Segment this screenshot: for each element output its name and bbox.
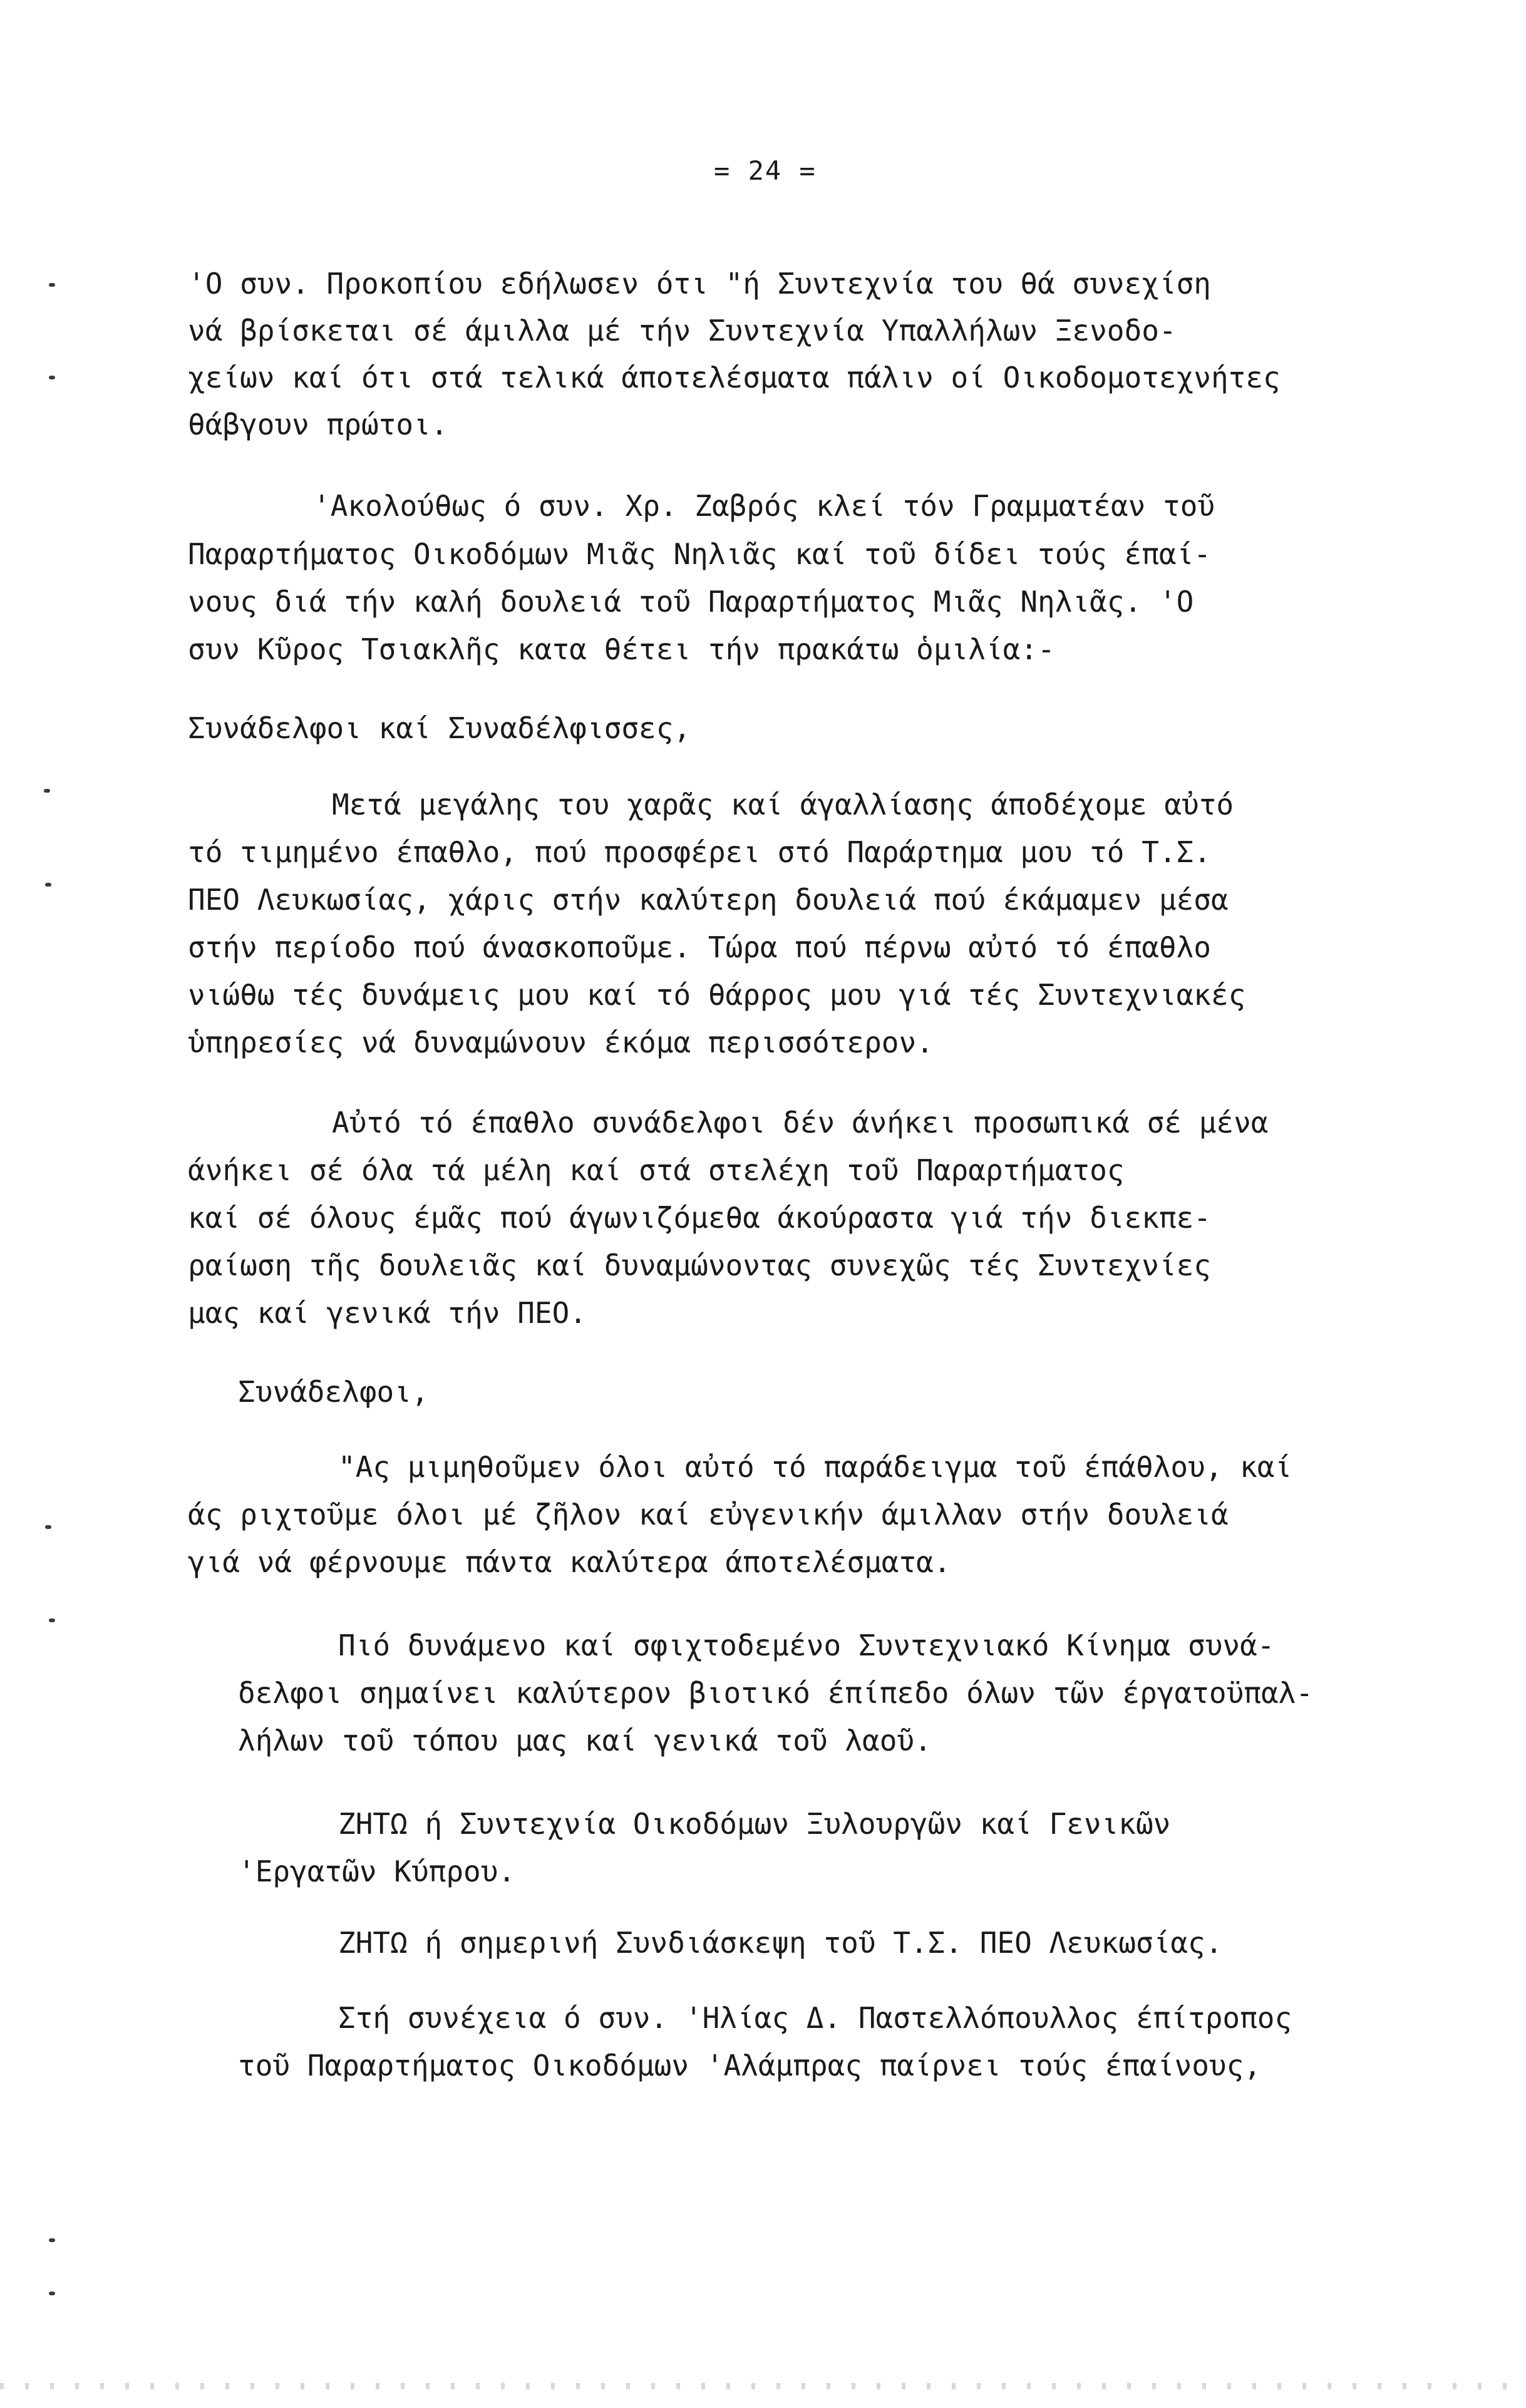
text-line: ΖΗΤΩ ή Συντεχνία Οικοδόμων Ξυλουργῶν καί Γενικῶν: [338, 1807, 1171, 1841]
text-line: νιώθω τές δυνάμεις μου καί τό θάρρος μου γιά τές Συντεχνιακές: [188, 978, 1246, 1012]
text-line: μας καί γενικά τήν ΠΕΟ.: [188, 1296, 587, 1330]
text-line: λήλων τοῦ τόπου μας καί γενικά τοῦ λαοῦ.: [238, 1724, 932, 1757]
text-line: γιά νά φέρνουμε πάντα καλύτερα άποτελέσματα.: [188, 1545, 951, 1579]
scan-speck: [49, 376, 55, 379]
scan-speck: [49, 2292, 55, 2295]
scan-edge-noise: [0, 2383, 1526, 2389]
text-line: Μετά μεγάλης του χαρᾶς καί άγαλλίασης άποδέχομε αὐτό: [332, 788, 1234, 821]
scan-speck: [45, 1525, 51, 1529]
text-line: συν Κῦρος Τσιακλῆς κατα θέτει τήν πρακάτω ὁμιλία:-: [188, 632, 1055, 666]
text-line: χείων καί ότι στά τελικά άποτελέσματα πάλιν οί Οικοδομοτεχνήτες: [188, 361, 1281, 394]
text-line: ὑπηρεσίες νά δυναμώνουν έκόμα περισσότερον.: [188, 1026, 934, 1059]
text-line: καί σέ όλους έμᾶς πού άγωνιζόμεθα άκούραστα γιά τήν διεκπε-: [188, 1201, 1211, 1235]
text-line: τοῦ Παραρτήματος Οικοδόμων 'Αλάμπρας παίρνει τούς έπαίνους,: [238, 2049, 1261, 2082]
text-line: Αὐτό τό έπαθλο συνάδελφοι δέν άνήκει προσωπικά σέ μένα: [332, 1106, 1269, 1140]
scan-speck: [49, 2238, 55, 2242]
text-line: Πιό δυνάμενο καί σφιχτοδεμένο Συντεχνιακό Κίνημα συνά-: [338, 1628, 1275, 1662]
text-line: ΠΕΟ Λευκωσίας, χάρις στήν καλύτερη δουλειά πού έκάμαμεν μέσα: [188, 883, 1229, 917]
salutation: Συνάδελφοι καί Συναδέλφισσες,: [188, 711, 691, 745]
text-line: άς ριχτοῦμε όλοι μέ ζῆλον καί εὐγενικήν άμιλλαν στήν δουλειά: [188, 1498, 1229, 1531]
salutation: Συνάδελφοι,: [238, 1375, 429, 1409]
text-line: 'Ο συν. Προκοπίου εδήλωσεν ότι "ή Συντεχνία του θά συνεχίση: [188, 267, 1211, 301]
scan-speck: [44, 789, 50, 793]
text-line: Παραρτήματος Οικοδόμων Μιᾶς Νηλιᾶς καί τοῦ δίδει τούς έπαί-: [188, 537, 1211, 571]
scan-speck: [49, 283, 55, 287]
text-line: 'Ακολούθως ό συν. Χρ. Ζαβρός κλεί τόν Γραμματέαν τοῦ: [313, 489, 1215, 523]
text-line: ΖΗΤΩ ή σημερινή Συνδιάσκεψη τοῦ Τ.Σ. ΠΕΟ Λευκωσίας.: [338, 1926, 1223, 1960]
text-line: δελφοι σημαίνει καλύτερον βιοτικό έπίπεδο όλων τῶν έργατοϋπαλ-: [238, 1676, 1314, 1710]
scan-speck: [49, 1618, 55, 1622]
text-line: στήν περίοδο πού άνασκοποῦμε. Τώρα πού πέρνω αὐτό τό έπαθλο: [188, 930, 1211, 964]
text-line: θάβγουν πρώτοι.: [188, 408, 448, 441]
text-line: "Ας μιμηθοῦμεν όλοι αὐτό τό παράδειγμα τοῦ έπάθλου, καί: [338, 1450, 1292, 1484]
text-line: 'Εργατῶν Κύπρου.: [238, 1855, 516, 1888]
scan-speck: [45, 883, 51, 887]
text-line: ραίωση τῆς δουλειᾶς καί δυναμώνοντας συνεχῶς τές Συντεχνίες: [188, 1248, 1211, 1282]
text-line: νους διά τήν καλή δουλειά τοῦ Παραρτήματος Μιᾶς Νηλιᾶς. 'Ο: [188, 585, 1194, 619]
text-line: τό τιμημένο έπαθλο, πού προσφέρει στό Παράρτημα μου τό Τ.Σ.: [188, 835, 1211, 869]
text-line: άνήκει σέ όλα τά μέλη καί στά στελέχη τοῦ Παραρτήματος: [188, 1153, 1125, 1187]
text-line: νά βρίσκεται σέ άμιλλα μέ τήν Συντεχνία Υπαλλήλων Ξενοδο-: [188, 314, 1177, 347]
page-number: = 24 =: [714, 155, 817, 186]
text-line: Στή συνέχεια ό συν. 'Ηλίας Δ. Παστελλόπουλλος έπίτροπος: [338, 2001, 1292, 2035]
